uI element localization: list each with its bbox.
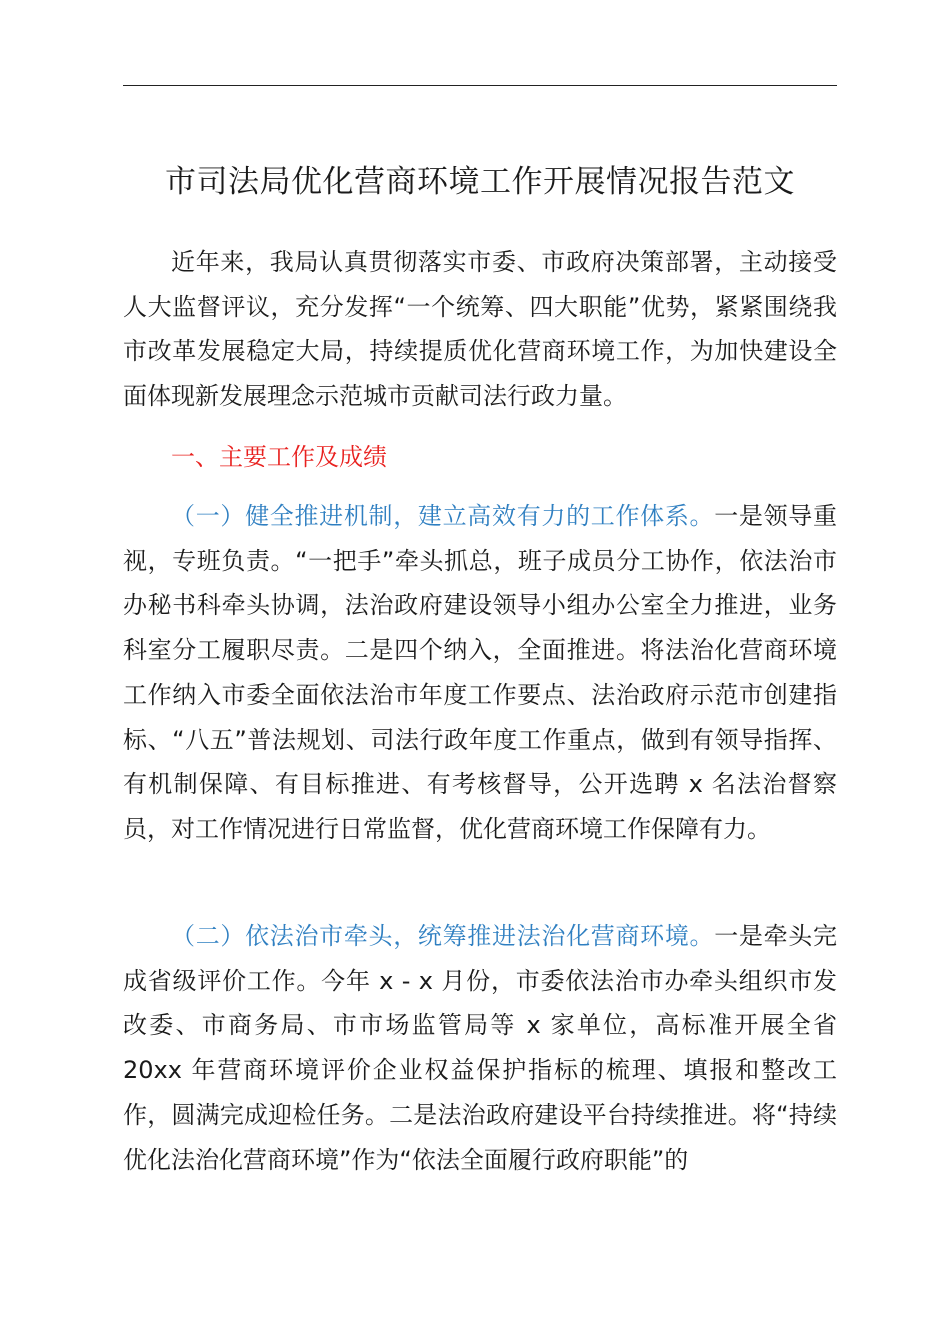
paragraph-mechanism-text: 一是领导重视，专班负责。“一把手”牵头抓总，班子成员分工协作，依法治市办秘书科牵头协调，法治政府建设领导小组办公室全力推进，业务科室分工履职尽责。二是四个纳入，全面推进。将法治化营商环境工作纳入市委全面依法治市年度工作要点、法治政府示范市创建指标、“八五”普法规划、司法行政年度工作重点，做到有领导指挥、有机制保障、有目标推进、有考核督导，公开选聘 x 名法治督察员，对工作情况进行日常监督，优化营商环境工作保障有力。 — [123, 502, 838, 843]
paragraph-rule-of-law-text: 一是牵头完成省级评价工作。今年 x - x 月份，市委依法治市办牵头组织市发改委、市商务局、市市场监管局等 x 家单位，高标准开展全省 20xx 年营商环境评价企业权益保护指标的梳理、填报和整改工作，圆满完成迎检任务。二是法治政府建设平台持续推进。将“持续优化法治化营商环境”作为“依法全面履行政府职能”的 — [123, 922, 838, 1174]
header-rule — [123, 85, 837, 86]
subheading-rule-of-law: （二）依法治市牵头，统筹推进法治化营商环境。 — [171, 922, 715, 950]
document-title: 市司法局优化营商环境工作开展情况报告范文 — [165, 164, 795, 200]
intro-paragraph: 近年来，我局认真贯彻落实市委、市政府决策部署，主动接受人大监督评议，充分发挥“一个统筹、四大职能”优势，紧紧围绕我市改革发展稳定大局，持续提质优化营商环境工作，为加快建设全面体现新发展理念示范城市贡献司法行政力量。 — [123, 248, 837, 411]
section-heading-main-work: 一、主要工作及成绩 — [171, 443, 387, 471]
paragraph-mechanism — [123, 494, 837, 852]
subheading-mechanism: （一）健全推进机制，建立高效有力的工作体系。 — [171, 502, 715, 530]
paragraph-rule-of-law — [123, 914, 837, 1182]
